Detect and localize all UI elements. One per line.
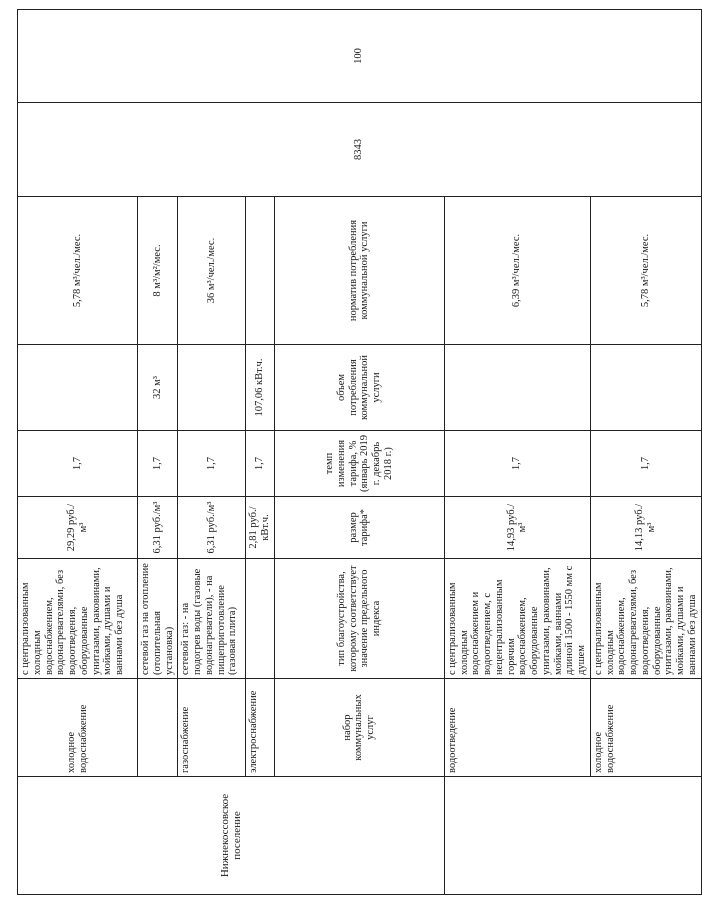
settlement-cell (18, 777, 445, 895)
volume-cell: 32 м³ (138, 345, 178, 431)
norm-cell: 36 м³/чел./мес. (178, 197, 246, 345)
tariff-table (17, 9, 702, 895)
growth-cell: 1,7 (178, 431, 246, 497)
header-tariff-growth: темп изменения тарифа, % (январь 2019 г. декабрь 2018 г.) (274, 431, 444, 497)
growth-cell: 1,7 (246, 431, 275, 497)
volume-cell (590, 345, 701, 431)
growth-cell: 1,7 (444, 431, 590, 497)
volume-cell (178, 345, 246, 431)
share-mo-cell: 100 (18, 10, 702, 103)
improvement-cell: сетевой газ на отопление (отопительная установка) (138, 559, 178, 679)
tariff-cell: 6,31 руб./м³ (178, 497, 246, 559)
improvement-cell: с централизованным холодным водоснабжением и водоотведением, с нецентрализованным горячим водоснабжением, оборудованные унитазами, раковинами, мойками, ваннами длиной 1500 - 1550 мм с душем (444, 559, 590, 679)
population-cell: 8343 (18, 103, 702, 197)
tariff-cell: 14,93 руб./м³ (444, 497, 590, 559)
empty-cell (444, 777, 701, 895)
rotated-table-page (17, 10, 698, 895)
norm-cell: 5,78 м³/чел./мес. (18, 197, 138, 345)
service-cell: водоотведение (444, 679, 590, 777)
norm-cell: 6,39 м³/чел./мес. (444, 197, 590, 345)
improvement-cell (246, 559, 275, 679)
improvement-cell: с централизованным холодным водоснабжением, водонагревателями, без водоотведения, оборудованные унитазами, раковинами, мойками, душами и ваннами без душа (18, 559, 138, 679)
table-row (18, 10, 138, 895)
header-service-set: набор коммунальных услуг (274, 679, 444, 777)
service-cell (138, 679, 178, 777)
growth-cell: 1,7 (138, 431, 178, 497)
growth-cell: 1,7 (590, 431, 701, 497)
norm-cell (246, 197, 275, 345)
service-cell: холодное водоснабжение (18, 679, 138, 777)
volume-cell: 107,06 кВт.ч. (246, 345, 275, 431)
norm-cell: 8 м³/м²/мес. (138, 197, 178, 345)
header-consumption: объем потребления коммунальной услуги (274, 345, 444, 431)
service-cell: электроснабжение (246, 679, 275, 777)
service-cell: холодное водоснабжение (590, 679, 701, 777)
improvement-cell: сетевой газ: - на подогрев воды (газовые водонагреватели), - на пищеприготовление (газовая плита) (178, 559, 246, 679)
volume-cell (18, 345, 138, 431)
tariff-cell: 14,13 руб./м³ (590, 497, 701, 559)
header-improvement: тип благоустройства, которому соответствует значение предельного индекса (274, 559, 444, 679)
tariff-cell: 2,81 руб./кВт.ч. (246, 497, 275, 559)
tariff-cell: 6,31 руб./м³ (138, 497, 178, 559)
service-cell: газоснабжение (178, 679, 246, 777)
improvement-cell: с централизованным холодным водоснабжением, водонагревателями, без водоотведения, оборудованные унитазами, раковинами, мойками, душами и ваннами без душа (590, 559, 701, 679)
header-tariff: размер тарифа* (274, 497, 444, 559)
volume-cell (444, 345, 590, 431)
tariff-cell: 29,29 руб./м³ (18, 497, 138, 559)
norm-cell: 5,78 м³/чел./мес. (590, 197, 701, 345)
settlement-name: Нижнекоссовское поселение (218, 793, 243, 878)
header-norm: норматив потребления коммунальной услуги (274, 197, 444, 345)
growth-cell: 1,7 (18, 431, 138, 497)
